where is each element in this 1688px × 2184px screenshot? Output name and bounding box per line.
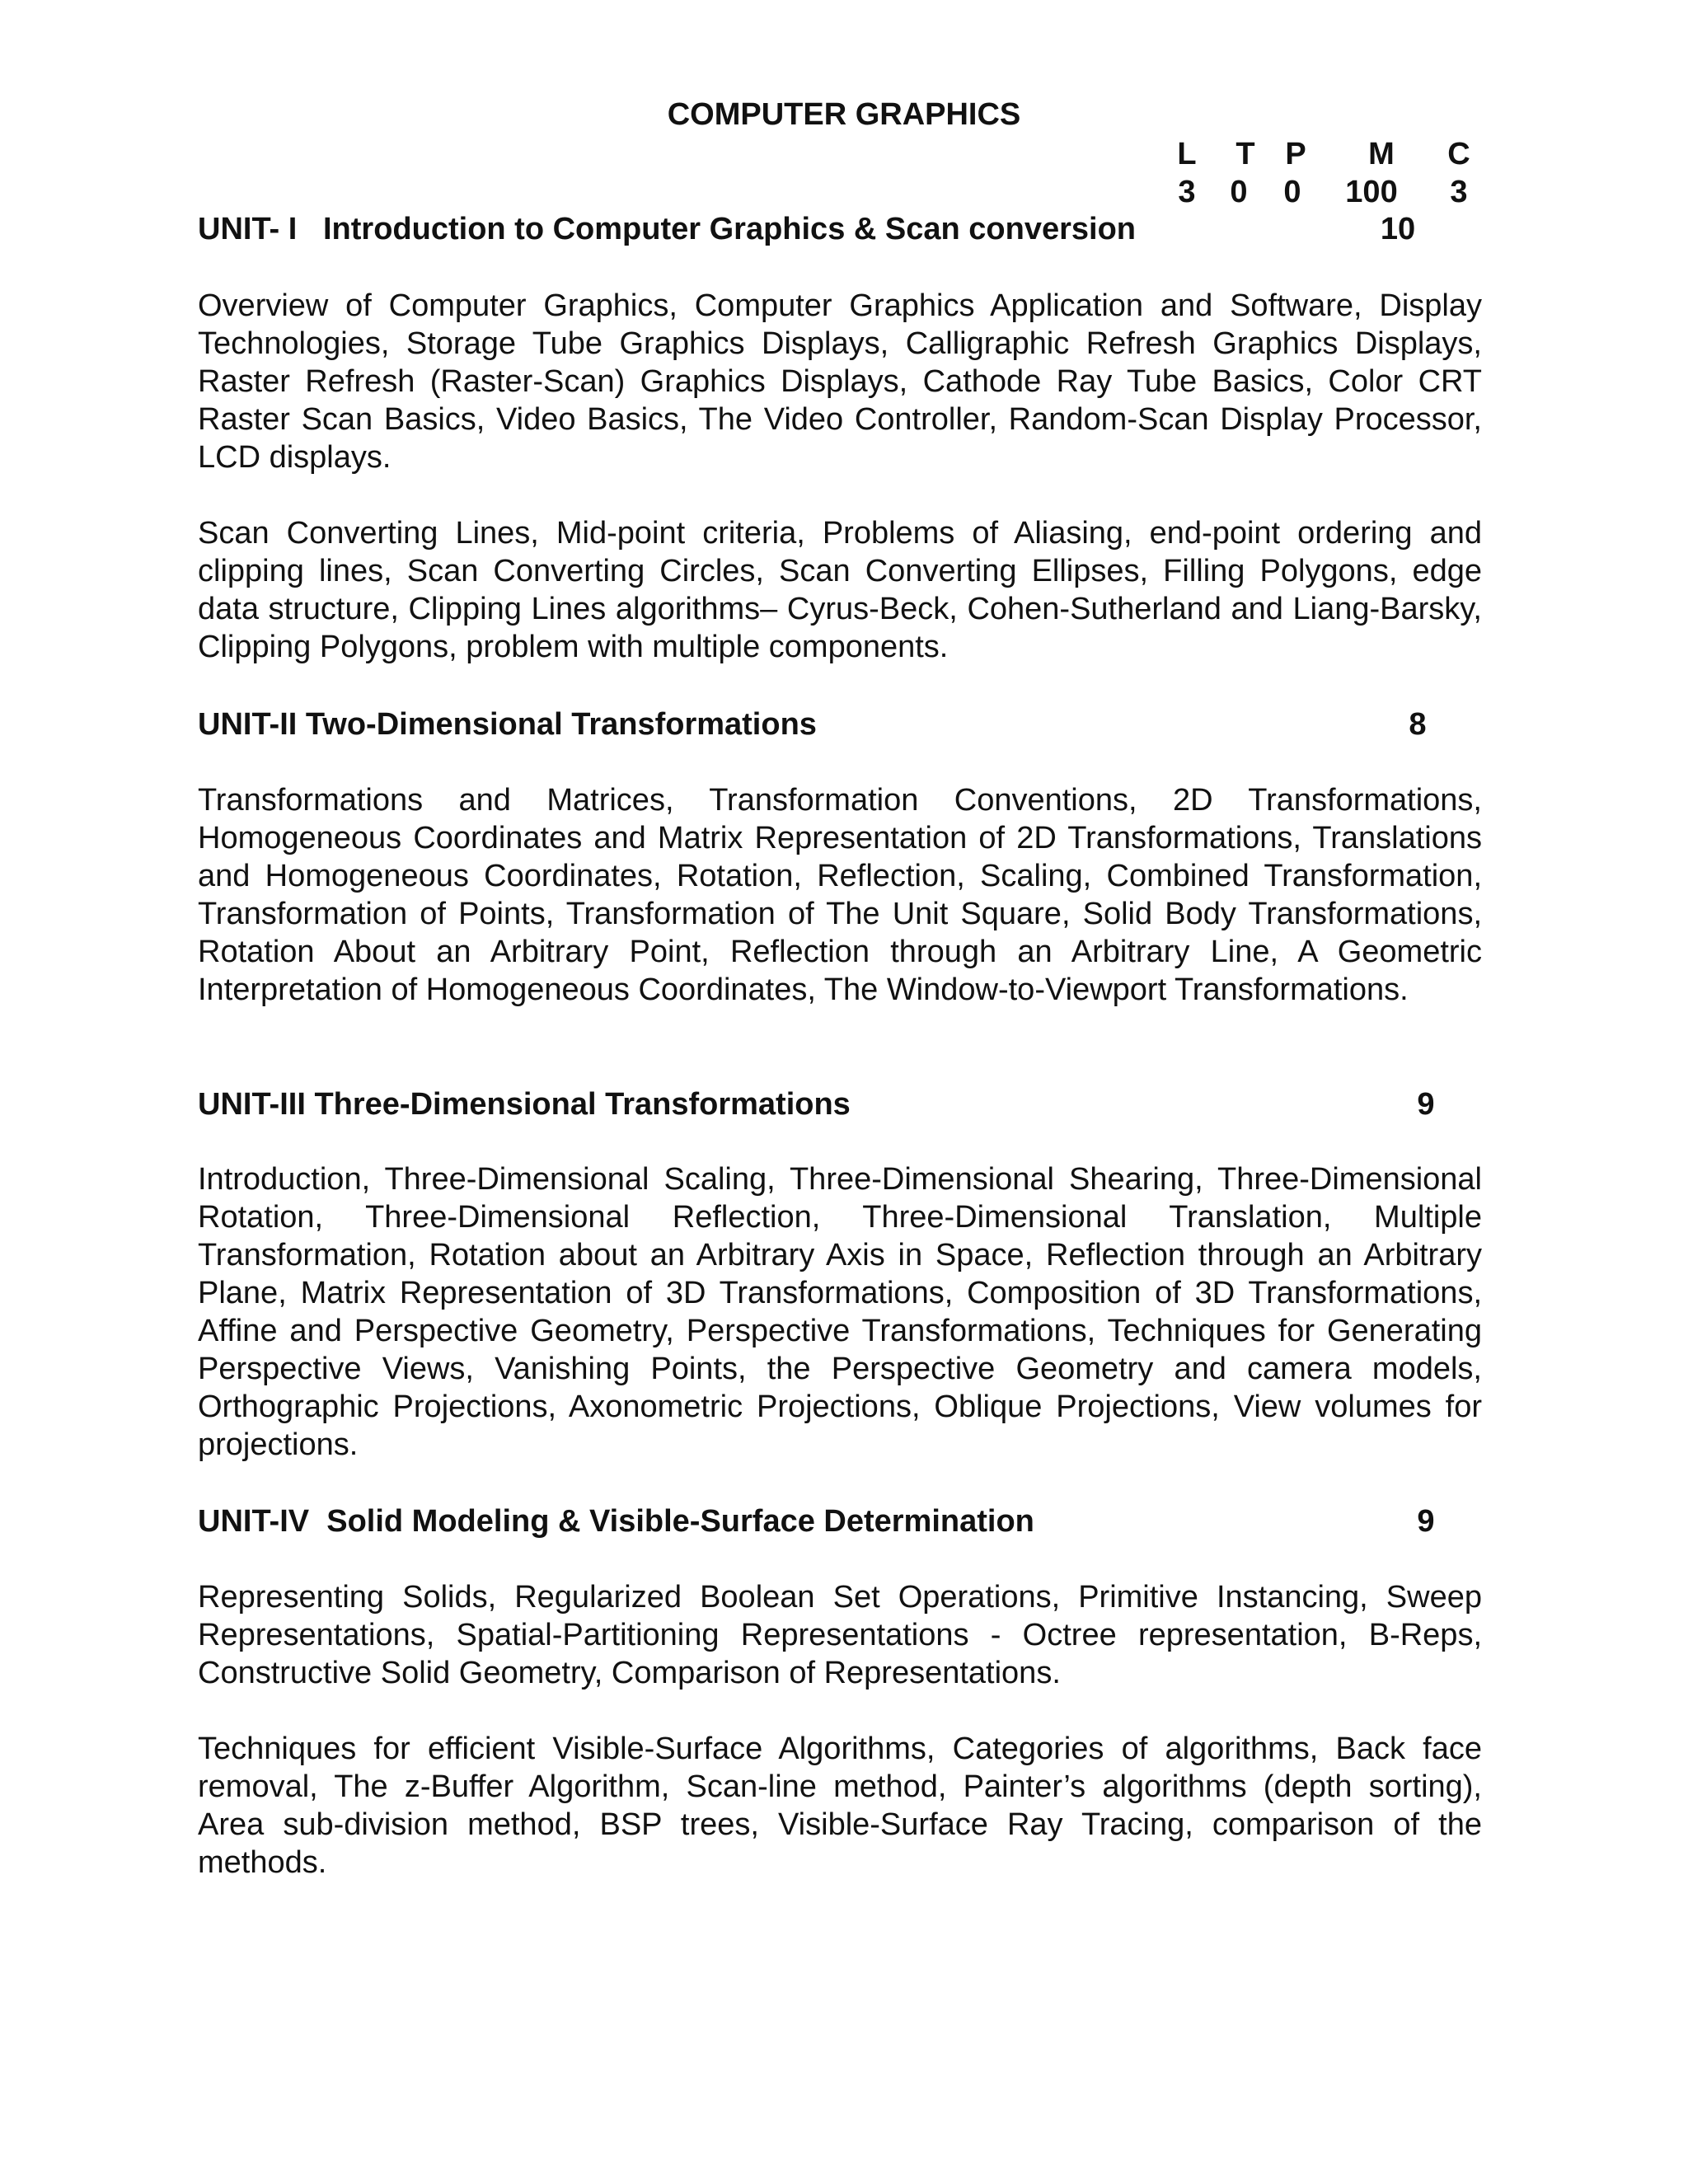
- credits-values-row: [0, 172, 1688, 212]
- unit-3-heading: [198, 1085, 1484, 1124]
- credits-header-t: T: [1236, 137, 1255, 171]
- unit-1-paragraph-2: Scan Converting Lines, Mid-point criteria, Problems of Aliasing, end-point ordering and clipping lines, Scan Converting Circles, Scan Converting Ellipses, Filling Polygons, edge data structure, Clipping Lines algorithms– Cyrus-Beck, Cohen-Sutherland and Liang-Barsky, Clipping Polygons, problem with multiple components.: [198, 516, 1482, 664]
- unit-3-title: UNIT-III Three-Dimensional Transformations: [198, 1087, 851, 1122]
- credits-value-c: 3: [1450, 175, 1468, 209]
- credits-header-row: [0, 134, 1688, 174]
- unit-1-paragraph-1: Overview of Computer Graphics, Computer Graphics Application and Software, Display Technologies, Storage Tube Graphics Displays, Calligraphic Refresh Graphics Displays, Raster Refresh (Raster-Scan) Graphics Displays, Cathode Ray Tube Basics, Color CRT Raster Scan Basics, Video Basics, The Video Controller, Random-Scan Display Processor, LCD displays.: [198, 288, 1482, 475]
- credits-header-c: C: [1447, 137, 1470, 171]
- credits-value-p: 0: [1283, 175, 1301, 209]
- credits-header-l: L: [1177, 137, 1197, 171]
- credits-value-m: 100: [1345, 175, 1398, 209]
- credits-value-t: 0: [1230, 175, 1248, 209]
- unit-2-paragraph-1: Transformations and Matrices, Transformation Conventions, 2D Transformations, Homogeneous Coordinates and Matrix Representation of 2D Transformations, Translations and Homogeneous Coordinates, Rotation, Reflection, Scaling, Combined Transformation, Transformation of Points, Transformation of The Unit Square, Solid Body Transformations, Rotation About an Arbitrary Point, Reflection through an Arbitrary Line, A Geometric Interpretation of Homogeneous Coordinates, The Window-to-Viewport Transformations.: [198, 783, 1482, 1007]
- unit-1-title: UNIT- I Introduction to Computer Graphics & Scan conversion: [198, 212, 1136, 246]
- unit-3-hours: 9: [1417, 1087, 1435, 1122]
- unit-2-hours: 8: [1409, 707, 1427, 742]
- unit-1-heading: [198, 209, 1484, 249]
- unit-1-hours: 10: [1380, 212, 1416, 246]
- unit-2-heading: [198, 705, 1484, 744]
- unit-2-title: UNIT-II Two-Dimensional Transformations: [198, 707, 817, 742]
- credits-value-l: 3: [1178, 175, 1196, 209]
- credits-header-m: M: [1368, 137, 1395, 171]
- unit-4-hours: 9: [1417, 1504, 1435, 1539]
- unit-4-paragraph-2: Techniques for efficient Visible-Surface Algorithms, Categories of algorithms, Back face removal, The z-Buffer Algorithm, Scan-line method, Painter’s algorithms (depth sorting), Area sub-division method, BSP trees, Visible-Surface Ray Tracing, comparison of the methods.: [198, 1732, 1482, 1880]
- unit-4-heading: [198, 1502, 1484, 1541]
- credits-header-p: P: [1285, 137, 1306, 171]
- unit-4-paragraph-1: Representing Solids, Regularized Boolean Set Operations, Primitive Instancing, Sweep Representations, Spatial-Partitioning Representations - Octree representation, B-Reps, Constructive Solid Geometry, Comparison of Representations.: [198, 1580, 1482, 1690]
- unit-4-title: UNIT-IV Solid Modeling & Visible-Surface Determination: [198, 1504, 1034, 1539]
- unit-3-paragraph-1: Introduction, Three-Dimensional Scaling, Three-Dimensional Shearing, Three-Dimensional Rotation, Three-Dimensional Reflection, Three-Dimensional Translation, Multiple Transformation, Rotation about an Arbitrary Axis in Space, Reflection through an Arbitrary Plane, Matrix Representation of 3D Transformations, Composition of 3D Transformations, Affine and Perspective Geometry, Perspective Transformations, Techniques for Generating Perspective Views, Vanishing Points, the Perspective Geometry and camera models, Orthographic Projections, Axonometric Projections, Oblique Projections, View volumes for projections.: [198, 1162, 1482, 1462]
- page-title: COMPUTER GRAPHICS: [667, 97, 1021, 132]
